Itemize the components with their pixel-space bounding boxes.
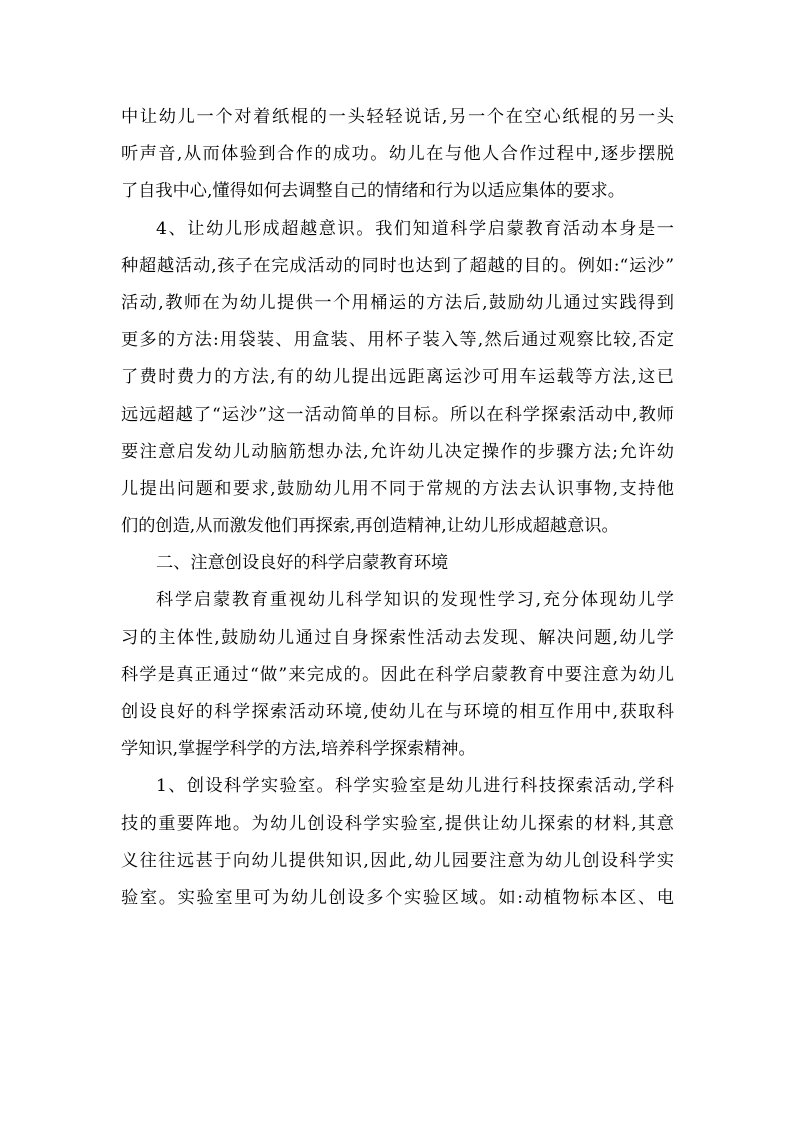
text-line: 学知识,掌握学科学的方法,培养科学探索精神。: [121, 739, 476, 760]
text-line: 中让幼儿一个对着纸棍的一头轻轻说话,另一个在空心纸棍的另一头: [121, 107, 674, 127]
section-heading: 二、注意创设良好的科学启蒙教育环境: [156, 553, 449, 574]
text-line: 4、让幼儿形成超越意识。我们知道科学启蒙教育活动本身是一: [156, 218, 674, 239]
text-line: 验室。实验室里可为幼儿创设多个实验区域。如:动植物标本区、电: [121, 887, 674, 908]
text-line: 了费时费力的方法,有的幼儿提出远距离运沙可用车运载等方法,这已: [121, 367, 674, 388]
text-line: 创设良好的科学探索活动环境,使幼儿在与环境的相互作用中,获取科: [121, 702, 674, 722]
document-body: [121, 99, 674, 917]
text-line: 要注意启发幼儿动脑筋想办法,允许幼儿决定操作的步骤方法;允许幼: [121, 441, 674, 462]
text-line: 习的主体性,鼓励幼儿通过自身探索性活动去发现、解决问题,幼儿学: [121, 627, 674, 648]
text-line: 活动,教师在为幼儿提供一个用桶运的方法后,鼓励幼儿通过实践得到: [121, 292, 674, 313]
text-line: 儿提出问题和要求,鼓励幼儿用不同于常规的方法去认识事物,支持他: [121, 478, 674, 499]
text-line: 技的重要阵地。为幼儿创设科学实验室,提供让幼儿探索的材料,其意: [121, 813, 674, 834]
text-line: 科学启蒙教育重视幼儿科学知识的发现性学习,充分体现幼儿学: [156, 590, 674, 611]
text-line: 科学是真正通过“做”来完成的。因此在科学启蒙教育中要注意为幼儿: [121, 664, 674, 685]
text-line: 种超越活动,孩子在完成活动的同时也达到了超越的目的。例如:“运沙”: [121, 255, 674, 276]
text-line: 更多的方法:用袋装、用盒装、用杯子装入等,然后通过观察比较,否定: [121, 330, 674, 351]
text-line: 听声音,从而体验到合作的成功。幼儿在与他人合作过程中,逐步摆脱: [121, 144, 674, 165]
text-line: 远远超越了“运沙”这一活动简单的目标。所以在科学探索活动中,教师: [121, 404, 674, 425]
text-line: 们的创造,从而激发他们再探索,再创造精神,让幼儿形成超越意识。: [121, 516, 619, 537]
text-line: 义往往远甚于向幼儿提供知识,因此,幼儿园要注意为幼儿创设科学实: [121, 850, 674, 871]
text-line: 1、创设科学实验室。科学实验室是幼儿进行科技探索活动,学科: [156, 776, 674, 797]
text-line: 了自我中心,懂得如何去调整自己的情绪和行为以适应集体的要求。: [121, 181, 625, 202]
